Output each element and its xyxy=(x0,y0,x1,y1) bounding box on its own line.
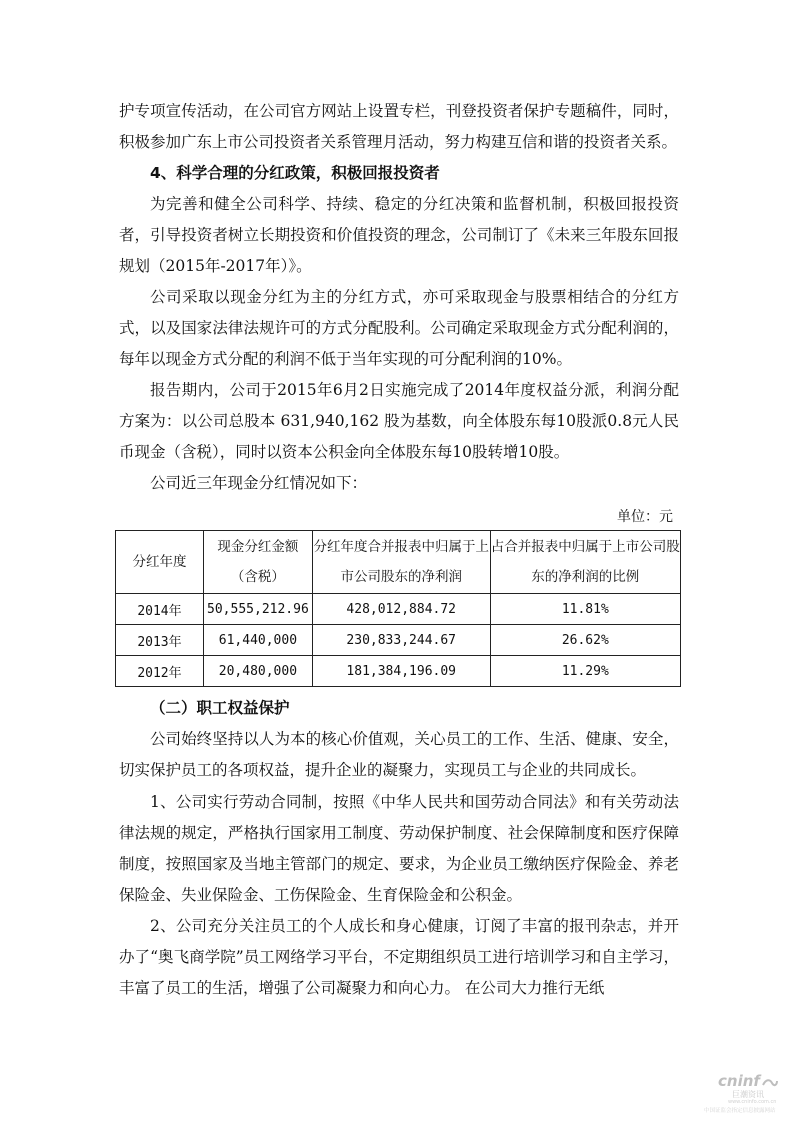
policy-paragraph: 为完善和健全公司科学、持续、稳定的分红决策和监督机制，积极回报投资者，引导投资者树立长期投资和价值投资的理念，公司制订了《未来三年股东回报规划（2015年-2017年）》。 xyxy=(119,195,679,275)
watermark-brand: cninf xyxy=(718,1072,760,1090)
cell-year: 2013年 xyxy=(116,625,204,656)
cell-year: 2012年 xyxy=(116,656,204,687)
cell-cash-amount: 50,555,212.96 xyxy=(203,594,312,625)
period-paragraph: 报告期内，公司于2015年6月2日实施完成了2014年度权益分派，利润分配方案为：以公司总股本 631,940,162 股为基数，向全体股东每10股派0.8元人民币现金（含税），同时以资本公积金向全体股东每10股转增10股。 xyxy=(119,381,679,461)
unit-label: 单位：元 xyxy=(617,509,673,525)
header-year: 分红年度 xyxy=(116,531,204,594)
header-ratio: 占合并报表中归属于上市公司股东的净利润的比例 xyxy=(490,531,680,594)
table-row xyxy=(116,625,681,656)
watermark-url: www.cninfo.com.cn xyxy=(728,1099,777,1105)
cell-cash-amount: 61,440,000 xyxy=(203,625,312,656)
cell-ratio: 11.29% xyxy=(490,656,680,687)
table-row xyxy=(116,656,681,687)
cell-net-profit: 428,012,884.72 xyxy=(312,594,490,625)
cell-net-profit: 230,833,244.67 xyxy=(312,625,490,656)
table-intro-paragraph: 公司近三年现金分红情况如下： xyxy=(150,474,368,492)
section-heading-dividend: 4、科学合理的分红政策，积极回报投资者 xyxy=(150,164,440,182)
intro-paragraph: 护专项宣传活动，在公司官方网站上设置专栏，刊登投资者保护专题稿件，同时，积极参加广东上市公司投资者关系管理月活动，努力构建互信和谐的投资者关系。 xyxy=(119,102,679,151)
cell-ratio: 11.81% xyxy=(490,594,680,625)
staff-paragraph: 公司始终坚持以人为本的核心价值观，关心员工的工作、生活、健康、安全，切实保护员工的各项权益，提升企业的凝聚力，实现员工与企业的共同成长。 xyxy=(119,730,679,779)
watermark-footer: 中国证监会指定信息披露网站 xyxy=(704,1108,776,1114)
table-header-row xyxy=(116,531,681,594)
dividend-table xyxy=(115,530,681,687)
wave-icon xyxy=(762,1074,778,1093)
cell-net-profit: 181,384,196.09 xyxy=(312,656,490,687)
cninfo-watermark-logo xyxy=(704,1072,784,1116)
watermark-brand-cn: 巨潮资讯 xyxy=(732,1090,764,1099)
table-row xyxy=(116,594,681,625)
cell-year: 2014年 xyxy=(116,594,204,625)
staff-item-1-paragraph: 1、公司实行劳动合同制，按照《中华人民共和国劳动合同法》和有关劳动法律法规的规定，严格执行国家用工制度、劳动保护制度、社会保障制度和医疗保障制度，按照国家及当地主管部门的规定、要求，为企业员工缴纳医疗保险金、养老保险金、失业保险金、工伤保险金、生育保险金和公积金。 xyxy=(119,793,679,904)
header-cash-amount: 现金分红金额（含税） xyxy=(203,531,312,594)
section-heading-staff: （二）职工权益保护 xyxy=(150,699,290,717)
cell-ratio: 26.62% xyxy=(490,625,680,656)
cell-cash-amount: 20,480,000 xyxy=(203,656,312,687)
method-paragraph: 公司采取以现金分红为主的分红方式，亦可采取现金与股票相结合的分红方式，以及国家法律法规许可的方式分配股利。公司确定采取现金方式分配利润的，每年以现金方式分配的利润不低于当年实现的可分配利润的10%。 xyxy=(119,288,679,368)
header-net-profit: 分红年度合并报表中归属于上市公司股东的净利润 xyxy=(312,531,490,594)
staff-item-2-paragraph: 2、公司充分关注员工的个人成长和身心健康，订阅了丰富的报刊杂志，并开办了“奥飞商学院”员工网络学习平台，不定期组织员工进行培训学习和自主学习，丰富了员工的生活，增强了公司凝聚力和向心力。 在公司大力推行无纸 xyxy=(119,917,679,997)
